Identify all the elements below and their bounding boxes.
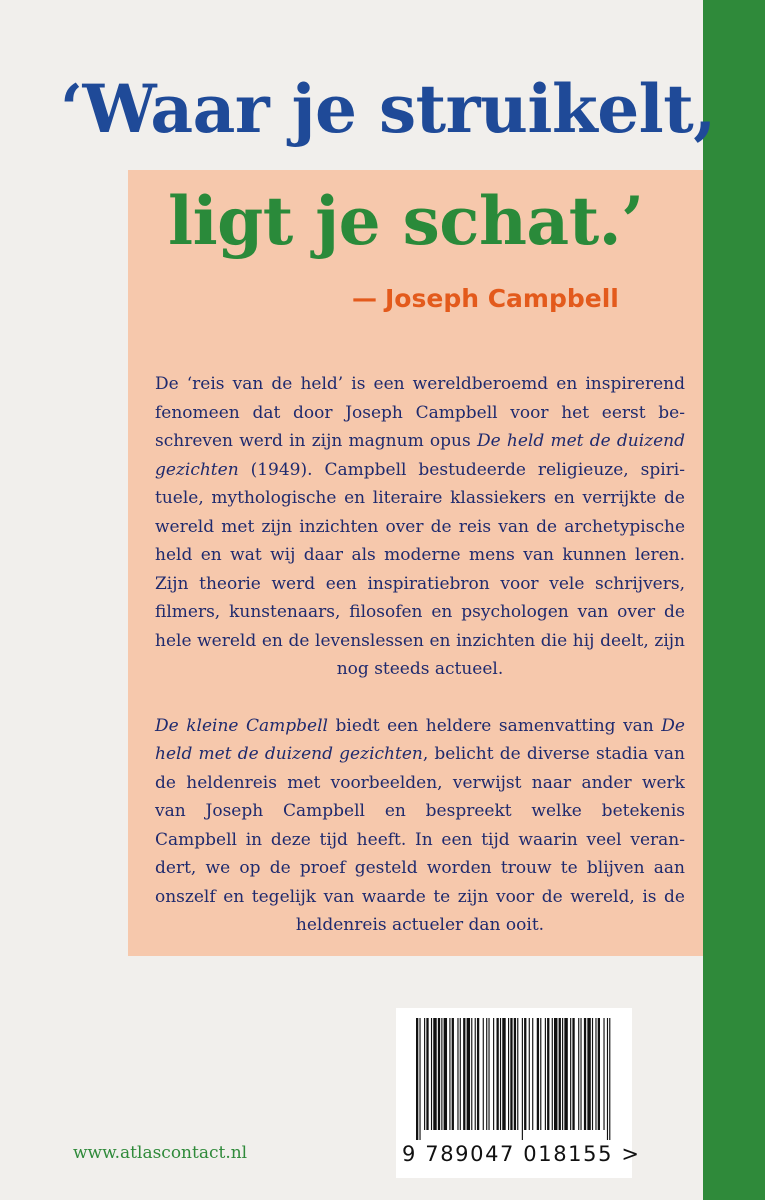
barcode-bar	[488, 1018, 489, 1130]
barcode-bar	[502, 1018, 505, 1130]
barcode-bar	[452, 1018, 454, 1130]
quote-attribution	[352, 284, 619, 313]
barcode-bar	[431, 1018, 432, 1130]
barcode-bar	[449, 1018, 450, 1130]
blurb-p1-text-a: De ‘reis van de held’ is een wereldberoemd en inspirerend fenomeen dat door Joseph Campbell voor het eerst beschreven werd in zijn magnum opus	[155, 374, 685, 451]
barcode-bar	[467, 1018, 470, 1130]
barcode-bar	[537, 1018, 539, 1130]
book-spine-edge	[703, 0, 765, 1200]
barcode-bar	[426, 1018, 428, 1130]
barcode-bar	[559, 1018, 561, 1130]
barcode-bar	[564, 1018, 567, 1130]
barcode-bar	[587, 1018, 590, 1130]
attribution-dash: —	[352, 284, 377, 313]
barcode-bar	[514, 1018, 516, 1130]
isbn-digits: 9 789047 018155 >	[402, 1142, 641, 1166]
blurb-p2-text-b: biedt een heldere samenvatting van	[327, 715, 662, 736]
barcode-bar	[540, 1018, 541, 1130]
barcode-bar	[433, 1018, 436, 1130]
barcode-bar	[471, 1018, 472, 1130]
blurb-paragraph-2	[155, 712, 685, 940]
blurb-p1-book-title: De held met de duizend gezichten	[155, 431, 685, 480]
barcode-bar	[552, 1018, 553, 1130]
barcode-bar	[424, 1018, 425, 1130]
barcode-bar	[457, 1018, 458, 1130]
barcode-bar	[508, 1018, 509, 1130]
barcode-bar	[545, 1018, 546, 1130]
barcode	[396, 1008, 641, 1178]
barcode-bar	[475, 1018, 476, 1130]
barcode-bar	[483, 1018, 484, 1130]
barcode-bar	[416, 1018, 418, 1140]
blurb-p2-text-d: , belicht de diverse stadia van de heldenreis met voorbeelden, verwijst naar ander werk van Joseph Campbell en bespreekt welke betekenis Campbell in deze tijd heeft. In een tijd waarin veel verandert, we op de proef gesteld worden trouw te blijven aan onszelf en tegelijk van waarde te zijn voor de wereld, is de heldenreis actueler dan ooit.	[155, 744, 685, 935]
barcode-bar	[580, 1018, 581, 1130]
barcode-bar	[570, 1018, 571, 1130]
barcode-bar	[547, 1018, 549, 1130]
publisher-website[interactable]: www.atlascontact.nl	[73, 1143, 248, 1163]
barcode-bar	[529, 1018, 530, 1130]
barcode-bar	[500, 1018, 501, 1130]
quote-line-2: ligt je schat.’	[168, 182, 644, 260]
blurb-p2-book-title-2: De held met de duizend gezichten	[155, 715, 685, 764]
barcode-bar	[444, 1018, 447, 1130]
blurb-p2-book-title-1: De kleine Campbell	[155, 715, 328, 736]
attribution-name: Joseph Campbell	[385, 284, 619, 313]
barcode-bar	[419, 1018, 420, 1140]
barcode-bar	[460, 1018, 461, 1130]
barcode-bar	[572, 1018, 574, 1130]
quote-line-1: ‘Waar je struikelt,	[60, 70, 716, 148]
barcode-bar	[598, 1018, 600, 1130]
barcode-bar	[554, 1018, 557, 1130]
barcode-bar	[477, 1018, 479, 1130]
barcode-bar	[592, 1018, 593, 1130]
blurb-paragraph-1	[155, 370, 685, 684]
barcode-bar	[603, 1018, 604, 1130]
barcode-bar	[441, 1018, 442, 1130]
barcode-bar	[517, 1018, 518, 1130]
barcode-bar	[486, 1018, 487, 1130]
barcode-bar	[578, 1018, 579, 1130]
barcode-bar	[562, 1018, 563, 1130]
barcode-bar	[522, 1018, 523, 1140]
barcode-bar	[438, 1018, 440, 1130]
barcode-bar	[584, 1018, 586, 1130]
barcode-bar	[595, 1018, 596, 1130]
blurb-p1-text-c: (1949). Campbell bestudeerde religieuze, spirituele, mythologische en literaire klassiekers en verrijkte de wereld met zijn inzichten over de reis van de archetypische held en wat wij daar als moderne mens van kunnen leren. Zijn theorie werd een inspiratiebron voor vele schrijvers, filmers, kunstenaars, filosofen en psychologen van over de hele wereld en de levenslessen en inzichten die hij deelt, zijn nog steeds actueel.	[155, 459, 685, 679]
barcode-bar	[493, 1018, 494, 1130]
barcode-bar	[510, 1018, 512, 1130]
barcode-bar	[524, 1018, 526, 1130]
barcode-bar	[532, 1018, 533, 1130]
barcode-bar	[497, 1018, 499, 1130]
barcode-bar	[463, 1018, 465, 1130]
barcode-bars	[416, 1018, 612, 1140]
blurb-text	[155, 370, 685, 940]
barcode-bar	[607, 1018, 608, 1140]
barcode-bar	[609, 1018, 610, 1140]
